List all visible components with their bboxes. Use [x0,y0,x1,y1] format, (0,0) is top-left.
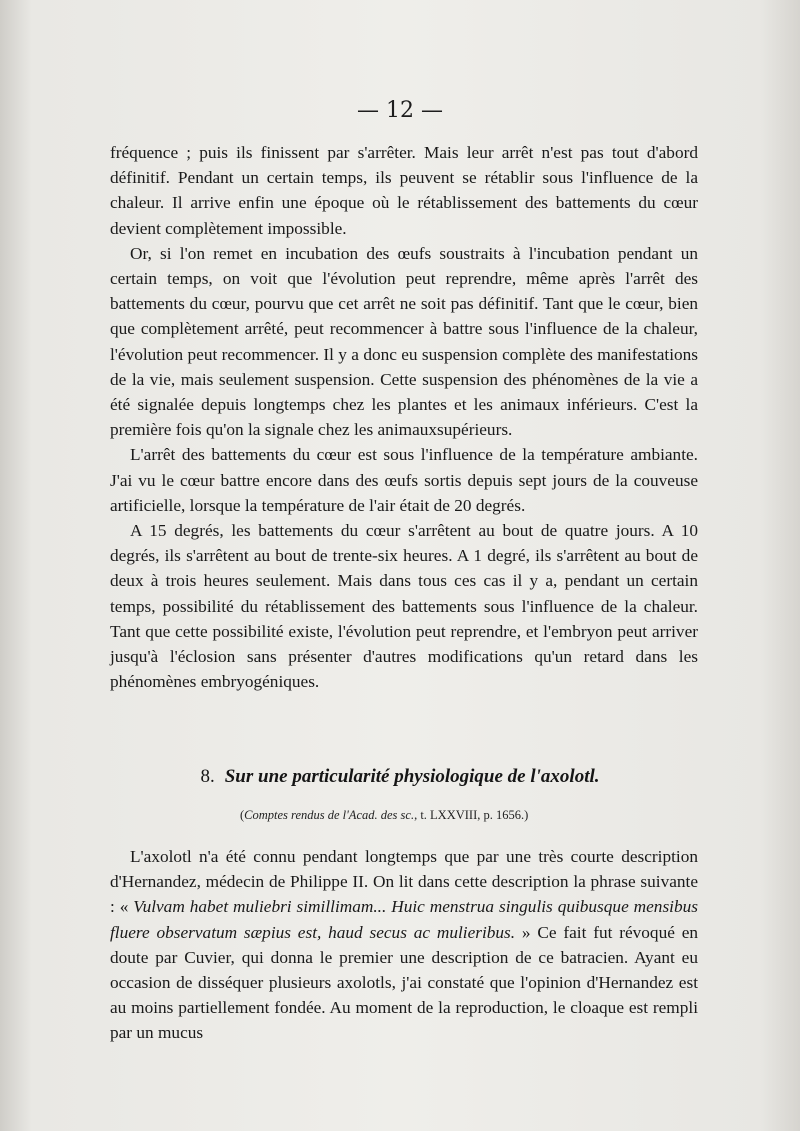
axolotl-text-end: » Ce fait fut révoqué en doute par Cuvier, qui donna le premier une description de ce batracien. Ayant eu occasion de disséquer plusieurs axolotls, j'ai constaté que l'opinion d'Hernandez est au moins partiellement fondée. Au moment de la reproduction, le cloaque est rempli par un mucus [110,922,699,1043]
paragraph-degrees: A 15 degrés, les battements du cœur s'arrêtent au bout de quatre jours. A 10 degrés, ils s'arrêtent au bout de trente-six heures. A 1 degré, ils s'arrêtent au bout de deux à trois heures seulement. Mais dans tous ces cas il y a, pendant un certain temps, possibilité du rétablissement des battements sous l'influence de la chaleur. Tant que cette possibilité existe, l'évolution peut reprendre, et l'embryon peut arriver jusqu'à l'éclosion sans présenter d'autres modifications qu'un retard dans les phénomènes embryogéniques. [110,521,698,692]
paragraph-axolotl [110,844,698,1046]
section-heading [0,766,800,788]
latin-quote: Vulvam habet muliebri simillimam... Huic menstrua singulis quibusque mensibus fluere observatum sæpius est, haud secus ac mulieribus. [110,897,698,942]
paragraph-temperature: L'arrêt des battements du cœur est sous l'influence de la température ambiante. J'ai vu le cœur battre encore dans des œufs sortis depuis sept jours de la couveuse artificielle, lorsque la température de l'air était de 20 degrés. [110,445,698,515]
citation-open: ( [240,808,245,822]
text-block-upper [110,140,698,694]
page-number: — 12 — [357,98,443,123]
citation-details: , t. LXXVIII, p. 1656.) [414,808,529,822]
section-number: 8. [200,766,215,787]
section-title: Sur une particularité physiologique de l'axolotl. [224,766,600,787]
citation-source: Comptes rendus de l'Acad. des sc. [244,808,415,822]
text-block-lower [110,844,698,1046]
citation [240,808,528,823]
paragraph-incubation: Or, si l'on remet en incubation des œufs soustraits à l'incubation pendant un certain temps, on voit que l'évolution peut reprendre, même après l'arrêt des battements du cœur, pourvu que cet arrêt ne soit pas définitif. Tant que le cœur, bien que complètement arrêté, peut recommencer à battre sous l'influence de la chaleur, l'évolution peut recommencer. Il y a donc eu suspension complète des manifestations de la vie, mais seulement suspension. Cette suspension des phénomènes de la vie a été signalée depuis longtemps chez les plantes et les animaux inférieurs. C'est la première fois qu'on la signale chez les animauxsupérieurs. [110,243,698,440]
axolotl-text-start: L'axolotl n'a été connu pendant longtemps que par une très courte description d'Hernandez, médecin de Philippe II. On lit dans cette description la phrase suivante : « [110,847,698,917]
paragraph-continued: fréquence ; puis ils finissent par s'arrêter. Mais leur arrêt n'est pas tout d'abord définitif. Pendant un certain temps, ils peuvent se rétablir sous l'influence de la chaleur. Il arrive enfin une époque où le rétablissement des battements du cœur devient complètement impossible. [110,143,698,238]
